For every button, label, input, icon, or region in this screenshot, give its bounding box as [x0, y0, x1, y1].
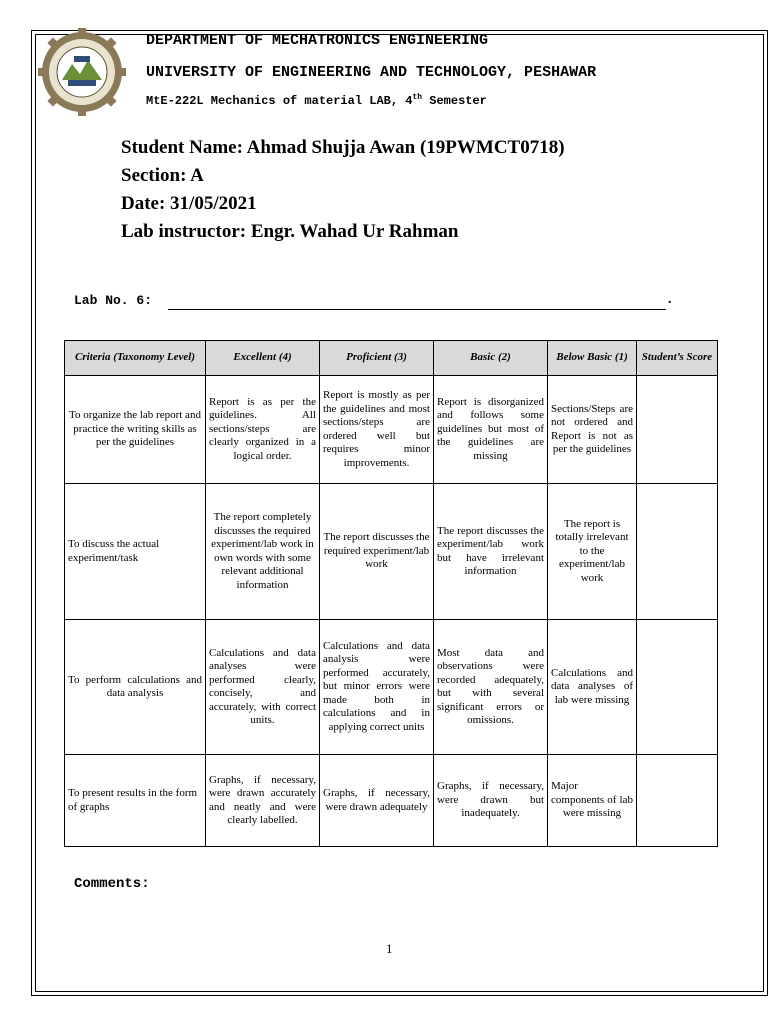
- score-cell[interactable]: [637, 484, 718, 620]
- proficient-cell: Report is mostly as per the guidelines and most sections/steps are ordered well but requires minor improvements.: [320, 376, 434, 484]
- lab-number-label: Lab No. 6:: [74, 293, 153, 308]
- department-heading: DEPARTMENT OF MECHATRONICS ENGINEERING: [146, 32, 489, 49]
- score-cell[interactable]: [637, 376, 718, 484]
- criteria-cell: To perform calculations and data analysis: [65, 620, 206, 755]
- header-below-basic: Below Basic (1): [548, 341, 637, 376]
- below-basic-cell: The report is totally irrelevant to the experiment/lab work: [548, 484, 637, 620]
- comments-label: Comments:: [74, 876, 150, 892]
- table-row: [65, 376, 718, 484]
- page-number: 1: [386, 941, 393, 956]
- criteria-cell: To present results in the form of graphs: [65, 755, 206, 847]
- basic-cell: Graphs, if necessary, were drawn but inadequately.: [434, 755, 548, 847]
- criteria-cell: To discuss the actual experiment/task: [65, 484, 206, 620]
- course-suffix: Semester: [422, 94, 487, 108]
- excellent-cell: Report is as per the guidelines. All sections/steps are clearly organized in a logical order.: [206, 376, 320, 484]
- excellent-cell: Calculations and data analyses were performed clearly, concisely, and accurately, with correct units.: [206, 620, 320, 755]
- table-row: [65, 620, 718, 755]
- basic-cell: Report is disorganized and follows some guidelines but most of the guidelines are missing: [434, 376, 548, 484]
- proficient-cell: Calculations and data analysis were performed accurately, but minor errors were made both in calculations and in applying correct units: [320, 620, 434, 755]
- course-sup: th: [412, 93, 423, 102]
- proficient-cell: The report discusses the required experiment/lab work: [320, 484, 434, 620]
- excellent-cell: Graphs, if necessary, were drawn accurately and neatly and were clearly labelled.: [206, 755, 320, 847]
- university-seal-logo: [38, 28, 126, 116]
- rubric-table: [64, 340, 718, 847]
- basic-cell: The report discusses the experiment/lab work but have irrelevant information: [434, 484, 548, 620]
- section: Section: A: [121, 165, 204, 186]
- university-heading: UNIVERSITY OF ENGINEERING AND TECHNOLOGY, PESHAWAR: [146, 64, 597, 81]
- header-student-score: Student’s Score: [637, 341, 718, 376]
- score-cell[interactable]: [637, 755, 718, 847]
- basic-cell: Most data and observations were recorded adequately, but with several significant errors or omissions.: [434, 620, 548, 755]
- below-basic-cell: Major components of lab were missing: [548, 755, 637, 847]
- below-basic-cell: Calculations and data analyses of lab were missing: [548, 620, 637, 755]
- below-basic-cell: Sections/Steps are not ordered and Report is not as per the guidelines: [548, 376, 637, 484]
- course-heading: [146, 93, 487, 108]
- course-prefix: MtE-222L Mechanics of material LAB, 4: [146, 94, 413, 108]
- header-criteria: Criteria (Taxonomy Level): [65, 341, 206, 376]
- criteria-cell: To organize the lab report and practice the writing skills as per the guidelines: [65, 376, 206, 484]
- header-excellent: Excellent (4): [206, 341, 320, 376]
- header-basic: Basic (2): [434, 341, 548, 376]
- score-cell[interactable]: [637, 620, 718, 755]
- lab-title-line: [168, 309, 666, 310]
- date: Date: 31/05/2021: [121, 193, 257, 214]
- table-row: [65, 484, 718, 620]
- proficient-cell: Graphs, if necessary, were drawn adequately: [320, 755, 434, 847]
- lab-line-end: .: [668, 292, 672, 307]
- rubric-header-row: [65, 341, 718, 376]
- excellent-cell: The report completely discusses the required experiment/lab work in own words with some relevant additional information: [206, 484, 320, 620]
- header-proficient: Proficient (3): [320, 341, 434, 376]
- table-row: [65, 755, 718, 847]
- lab-instructor: Lab instructor: Engr. Wahad Ur Rahman: [121, 221, 459, 242]
- student-name: Student Name: Ahmad Shujja Awan (19PWMCT0718): [121, 137, 565, 158]
